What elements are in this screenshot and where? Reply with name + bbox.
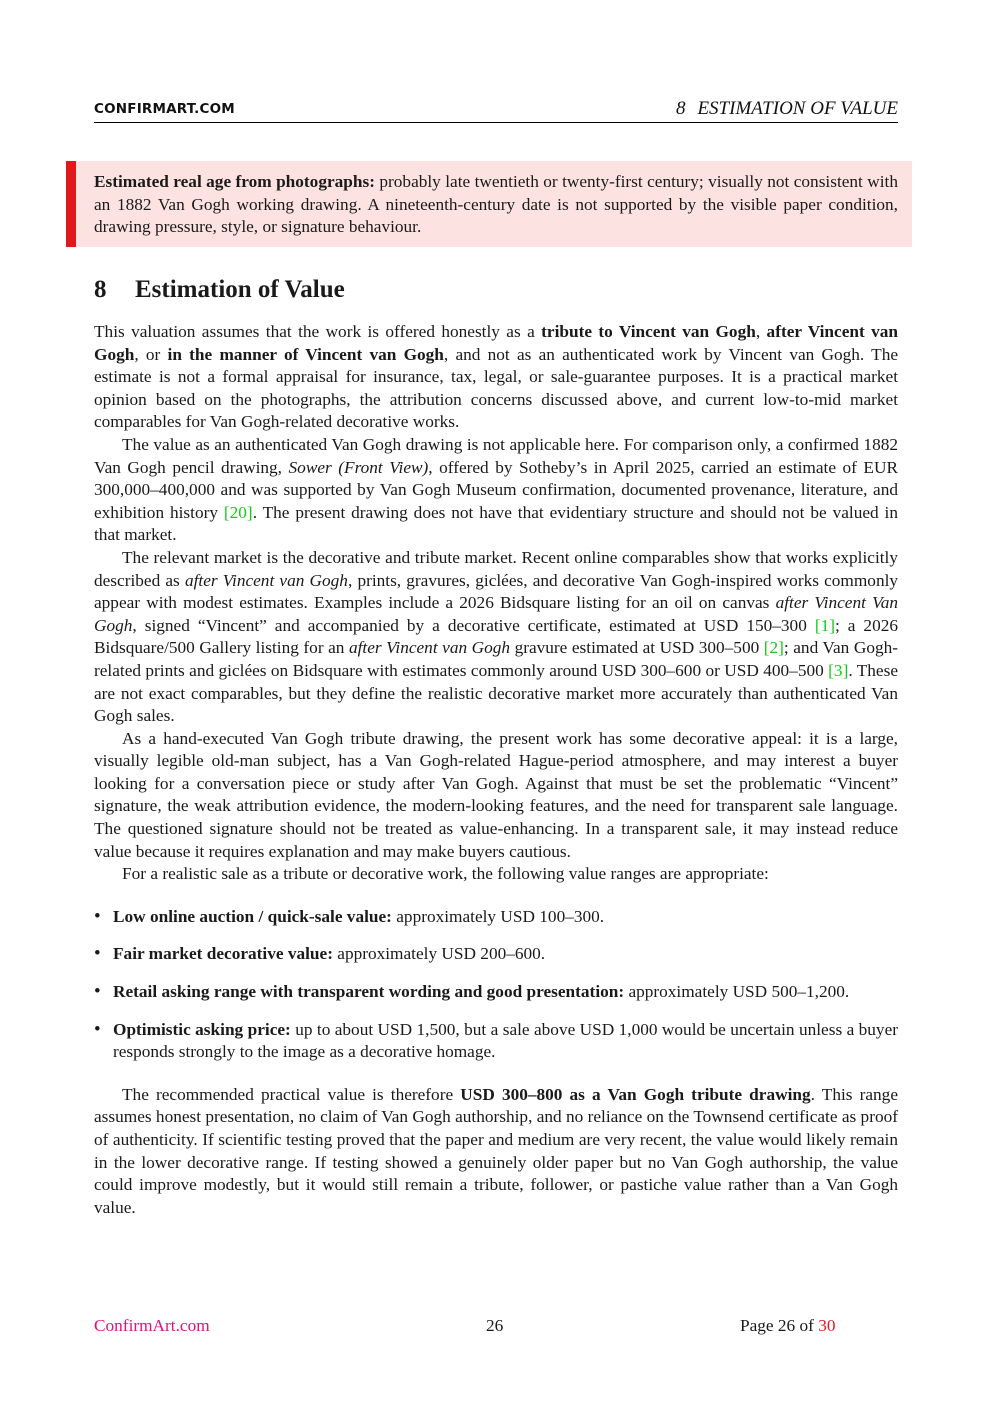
header-section-title: ESTIMATION OF VALUE xyxy=(697,98,898,119)
section-body xyxy=(94,321,898,1219)
text-run: . The present drawing does not have that evidentiary structure and should not be valued in that market. xyxy=(94,502,898,545)
value-ranges-list xyxy=(94,906,898,1064)
italic-run: after Vincent van Gogh xyxy=(348,638,511,658)
list-item-label: Optimistic asking price: xyxy=(113,1019,291,1039)
bold-run: USD 300–800 as a Van Gogh tribute drawing xyxy=(460,1084,811,1104)
section-number: 8 xyxy=(94,276,107,303)
italic-run: Sower (Front View) xyxy=(288,457,429,477)
paragraph-decorative-market xyxy=(94,547,898,728)
bold-run: after Vincent van Gogh xyxy=(94,322,899,364)
paragraph-decorative-appeal: As a hand-executed Van Gogh tribute drawing, the present work has some decorative appeal: it is a large, visually legible old-man subject, has a Van Gogh-related Hague-period atmosphere, and may interest a buyer looking for a conversation piece or study after Van Gogh. Against that must be set the problematic “Vincent” signature, the weak attribution evidence, the modern-looking features, and the need for transparent sale language. The questioned signature should not be treated as value-enhancing. In a transparent sale, it may instead reduce value because it requires explanation and may make buyers cautious. xyxy=(94,728,898,861)
text-run: . This range assumes honest presentation, no claim of Van Gogh authorship, and no reliance on the Townsend certificate as proof of authenticity. If scientific testing proved that the paper and medium are very recent, the value would likely remain in the lower decorative range. If testing showed a genuinely older paper but no Van Gogh authorship, the value could improve modestly, but it would still remain a tribute, follower, or pastiche value rather than a Van Gogh value. xyxy=(94,1084,898,1217)
age-estimate-callout xyxy=(66,161,912,247)
citation-link-1[interactable]: [1] xyxy=(814,615,835,635)
paragraph-valuation-assumption xyxy=(94,321,898,434)
footer-page-of xyxy=(740,1316,836,1336)
list-item-text: up to about USD 1,500, but a sale above USD 1,000 would be uncertain unless a buyer responds strongly to the image as a decorative homage. xyxy=(113,1019,899,1062)
paragraph-value-ranges-intro: For a realistic sale as a tribute or decorative work, the following value ranges are appropriate: xyxy=(122,864,769,884)
section-heading xyxy=(94,276,345,304)
text-run: , and not as an authenticated work by Vincent van Gogh. The estimate is not a formal appraisal for insurance, tax, legal, or sale-guarantee purposes. It is a practical market opinion based on the photographs, the attribution concerns discussed above, and current low-to-mid market comparables for Van Gogh-related decorative works. xyxy=(94,344,898,432)
footer-site-link[interactable]: ConfirmArt.com xyxy=(94,1316,210,1335)
paragraph-authenticated-comparison xyxy=(94,434,898,547)
list-item-label: Low online auction / quick-sale value: xyxy=(113,906,392,926)
citation-link-3[interactable]: [3] xyxy=(828,660,849,680)
text-run: , or xyxy=(134,344,168,364)
italic-run: after Vincent Van Gogh xyxy=(94,593,898,635)
callout-label: Estimated real age from photographs: xyxy=(94,172,375,191)
footer-total-pages-link[interactable]: 30 xyxy=(818,1316,836,1335)
list-item-label: Retail asking range with transparent wording and good presentation: xyxy=(113,982,625,1002)
text-run: gravure estimated at USD 300–500 xyxy=(510,638,764,658)
bold-run: in the manner of Vincent van Gogh xyxy=(167,344,444,364)
bold-run: tribute to Vincent van Gogh xyxy=(541,322,756,341)
footer-page-label: Page 26 of xyxy=(740,1316,819,1335)
list-item xyxy=(94,906,898,929)
footer-page-number: 26 xyxy=(486,1316,504,1335)
page-header xyxy=(94,98,898,123)
list-item xyxy=(94,943,898,966)
text-run: The value as an authenticated Van Gogh drawing is not applicable here. For comparison only, a confirmed 1882 Van Gogh pencil drawing, xyxy=(94,434,898,477)
header-section xyxy=(676,98,898,120)
italic-run: after Vincent van Gogh xyxy=(184,570,348,590)
text-run: ; a 2026 Bidsquare/500 Gallery listing for an xyxy=(94,615,898,658)
list-item xyxy=(94,981,898,1004)
header-logo: CONFIRMART.COM xyxy=(94,101,235,117)
list-item-label: Fair market decorative value: xyxy=(113,944,333,964)
text-run: ; and Van Gogh-related prints and giclées on Bidsquare with estimates commonly around USD 300–600 or USD 400–500 xyxy=(94,638,898,680)
text-run: The relevant market is the decorative and tribute market. Recent online comparables show that works explicitly described as xyxy=(94,547,898,590)
list-item-text: approximately USD 500–1,200. xyxy=(624,982,850,1002)
list-item-text: approximately USD 100–300. xyxy=(391,906,605,926)
paragraph-recommended-value xyxy=(94,1084,898,1220)
citation-link-20[interactable]: [20] xyxy=(223,502,253,522)
list-item-text: approximately USD 200–600. xyxy=(332,944,546,964)
text-run: , xyxy=(755,322,767,341)
header-section-number: 8 xyxy=(675,98,686,119)
text-run: The recommended practical value is therefore xyxy=(122,1084,461,1104)
section-title: Estimation of Value xyxy=(135,276,345,303)
text-run: , offered by Sotheby’s in April 2025, carried an estimate of EUR 300,000–400,000 and was supported by Van Gogh Museum confirmation, documented provenance, literature, and exhibition history xyxy=(94,457,898,522)
text-run: , signed “Vincent” and accompanied by a decorative certificate, estimated at USD 150–300 xyxy=(132,615,815,635)
text-run: This valuation assumes that the work is offered honestly as a xyxy=(94,322,542,341)
callout-text: probably late twentieth or twenty-first century; visually not consistent with an 1882 Van Gogh working drawing. A nineteenth-century date is not supported by the visible paper condition, drawing pressure, style, or signature behaviour. xyxy=(94,172,898,236)
list-item xyxy=(94,1019,898,1064)
text-run: , prints, gravures, giclées, and decorative Van Gogh-inspired works commonly appear with modest estimates. Examples include a 2026 Bidsquare listing for an oil on canvas xyxy=(94,570,899,613)
text-run: . These are not exact comparables, but they define the realistic decorative market more accurately than authenticated Van Gogh sales. xyxy=(94,660,899,726)
page-footer xyxy=(94,1316,898,1338)
citation-link-2[interactable]: [2] xyxy=(763,638,784,658)
